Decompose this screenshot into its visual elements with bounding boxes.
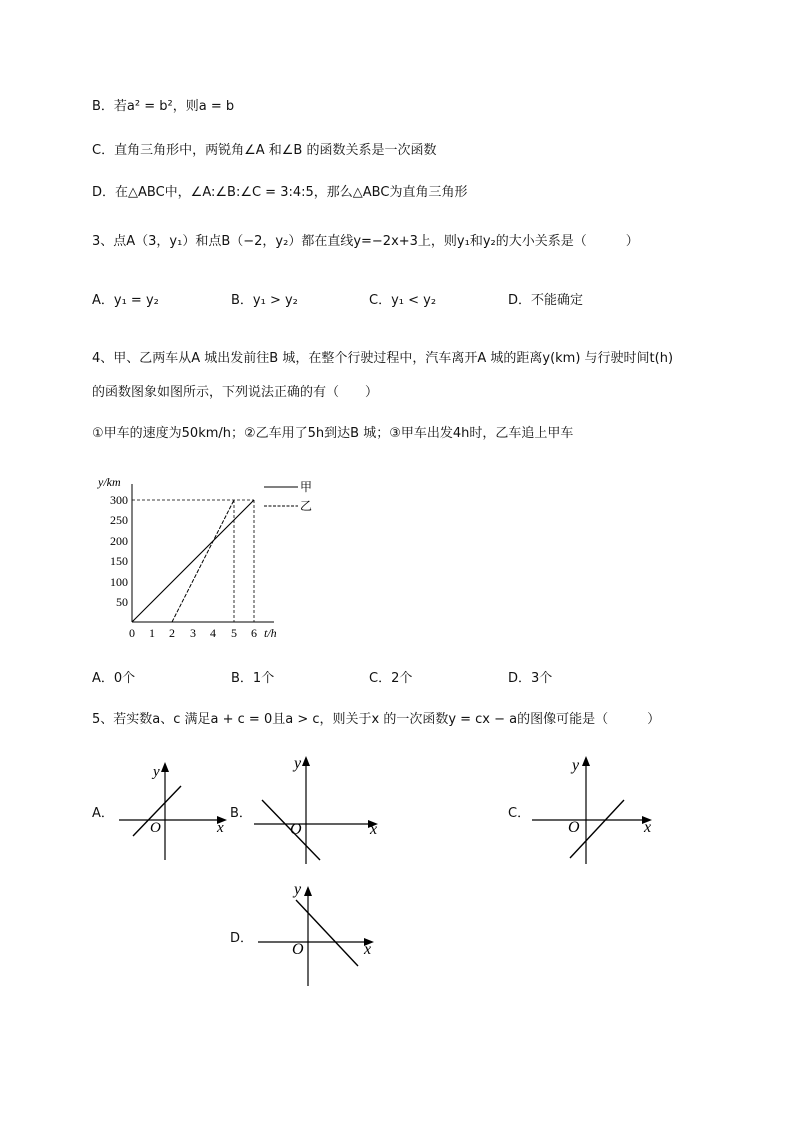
q4-distance-time-graph <box>92 470 332 645</box>
y-tick-50: 50 <box>116 595 128 609</box>
series-yi-line <box>172 500 234 622</box>
y-axis-label: y/km <box>98 475 121 489</box>
x-axis-label: t/h <box>264 626 277 640</box>
series-jia-line <box>132 500 254 622</box>
axis-y: y <box>294 881 302 898</box>
axis-y: y <box>294 755 302 772</box>
q5-graph-a <box>115 760 235 865</box>
q4-stem-line2: 的函数图象如图所示，下列说法正确的有（ ） <box>92 385 379 400</box>
origin: O <box>292 941 304 958</box>
q3-option-c: C．y₁ < y₂ <box>369 293 437 308</box>
q5-label-c: C． <box>508 806 531 821</box>
origin: O <box>150 820 161 836</box>
q4-option-a: A．0个 <box>92 671 136 686</box>
x-tick-0: 0 <box>129 626 135 640</box>
q2-option-d: D．在△ABC中，∠A:∠B:∠C = 3:4:5，那么△ABC为直角三角形 <box>92 185 468 200</box>
y-tick-200: 200 <box>110 534 128 548</box>
x-tick-4: 4 <box>210 626 216 640</box>
axis-y: y <box>572 757 580 774</box>
q4-option-d: D．3个 <box>508 671 553 686</box>
q5-label-a: A． <box>92 806 114 821</box>
q5-graph-c <box>530 752 660 870</box>
x-tick-6: 6 <box>251 626 257 640</box>
x-tick-2: 2 <box>169 626 175 640</box>
origin: O <box>290 821 302 838</box>
q5-graph-d <box>252 880 382 990</box>
q5-label-b: B． <box>230 806 252 821</box>
y-tick-150: 150 <box>110 554 128 568</box>
q5-graph-b <box>248 752 388 870</box>
x-tick-3: 3 <box>190 626 196 640</box>
q3-option-d: D．不能确定 <box>508 293 584 308</box>
x-tick-1: 1 <box>149 626 155 640</box>
legend-jia: 甲 <box>300 480 313 494</box>
q3-stem: 3、点A（3，y₁）和点B（−2，y₂）都在直线y=−2x+3上，则y₁和y₂的大小关系是（ ） <box>92 234 639 249</box>
axis-y: y <box>153 764 160 780</box>
x-tick-5: 5 <box>231 626 237 640</box>
q3-option-b: B．y₁ > y₂ <box>231 293 298 308</box>
y-tick-300: 300 <box>110 493 128 507</box>
q5-stem: 5、若实数a、c 满足a + c = 0且a > c，则关于x 的一次函数y = cx − a的图像可能是（ ） <box>92 712 661 727</box>
q2-option-c: C．直角三角形中，两锐角∠A 和∠B 的函数关系是一次函数 <box>92 143 437 158</box>
origin: O <box>568 819 580 836</box>
axis-x: x <box>364 941 372 958</box>
axis-x: x <box>370 821 378 838</box>
q5-label-d: D． <box>230 931 254 946</box>
axis-x: x <box>217 820 224 836</box>
y-tick-250: 250 <box>110 513 128 527</box>
axis-x: x <box>644 819 652 836</box>
q4-stem-line1: 4、甲、乙两车从A 城出发前往B 城，在整个行驶过程中，汽车离开A 城的距离y(km) 与行驶时间t(h) <box>92 351 674 366</box>
q4-option-b: B．1个 <box>231 671 275 686</box>
y-tick-100: 100 <box>110 575 128 589</box>
legend-yi: 乙 <box>300 499 313 513</box>
q3-option-a: A．y₁ = y₂ <box>92 293 159 308</box>
q2-option-b: B．若a² = b²，则a = b <box>92 99 235 114</box>
q4-stem-line3: ①甲车的速度为50km/h；②乙车用了5h到达B 城；③甲车出发4h时，乙车追上甲车 <box>92 426 574 441</box>
q4-option-c: C．2个 <box>369 671 413 686</box>
